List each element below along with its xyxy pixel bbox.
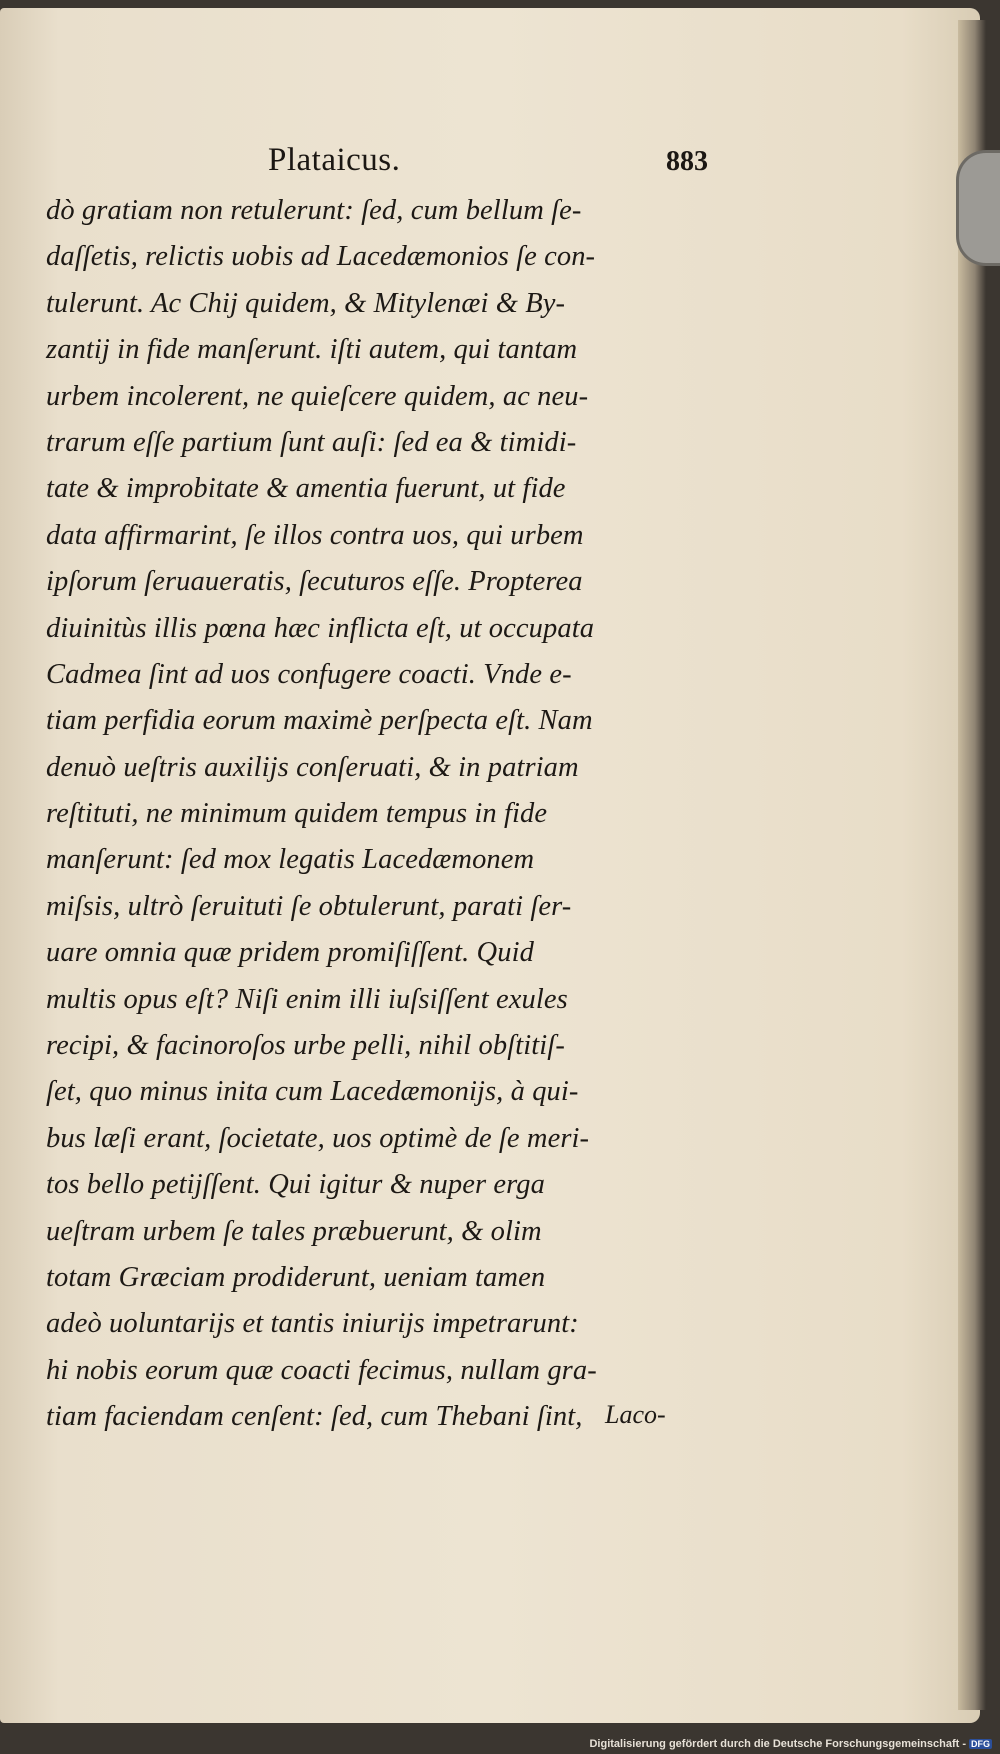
dfg-logo: DFG	[971, 1739, 990, 1749]
text-line: urbem incolerent, ne quieſcere quidem, ac neu-	[46, 380, 589, 412]
text-line: zantij in fide manſerunt. iſti autem, qui tantam	[46, 334, 578, 366]
text-line: multis opus eſt? Niſi enim illi iuſsiſſent exules	[46, 983, 568, 1015]
text-line: tos bello petijſſent. Qui igitur & nuper erga	[46, 1169, 545, 1201]
text-line: recipi, & facinoroſos urbe pelli, nihil obſtitiſ-	[46, 1030, 565, 1062]
text-line: ipſorum ſeruaueratis, ſecuturos eſſe. Propterea	[46, 566, 583, 598]
text-line: tiam perfidia eorum maximè perſpecta eſt. Nam	[46, 705, 593, 737]
text-line: tiam faciendam cenſent: ſed, cum Thebani ſint,	[46, 1401, 583, 1433]
text-line: diuinitùs illis pœna hæc inflicta eſt, ut occupata	[46, 612, 595, 644]
text-line: dò gratiam non retulerunt: ſed, cum bellum ſe-	[46, 195, 582, 226]
text-line: bus læſi erant, ſocietate, uos optimè de ſe meri-	[46, 1122, 590, 1154]
text-line: miſsis, ultrò ſeruituti ſe obtulerunt, parati ſer-	[46, 890, 572, 922]
body-text	[46, 188, 696, 1441]
text-line: manſerunt: ſed mox legatis Lacedæmonem	[46, 844, 535, 876]
text-line: reſtituti, ne minimum quidem tempus in fide	[46, 798, 548, 830]
text-line: denuò ueſtris auxilijs conſeruati, & in patriam	[46, 751, 579, 783]
text-line: ueſtram urbem ſe tales præbuerunt, & olim	[46, 1215, 542, 1247]
text-line: hi nobis eorum quæ coacti fecimus, nullam gra-	[46, 1354, 597, 1386]
text-line: data affirmarint, ſe illos contra uos, qui urbem	[46, 519, 584, 551]
page-header	[268, 142, 708, 192]
text-line: ſet, quo minus inita cum Lacedæmonijs, à qui-	[46, 1076, 579, 1108]
folio-number: 883	[666, 146, 708, 177]
digitization-credit	[589, 1738, 992, 1750]
bookmark-ribbon	[956, 150, 1000, 266]
text-line: adeò uoluntarijs et tantis iniurijs impetrarunt:	[46, 1308, 579, 1340]
text-line: daſſetis, relictis uobis ad Lacedæmonios ſe con-	[46, 241, 596, 273]
text-line: uare omnia quæ pridem promiſiſſent. Quid	[46, 937, 534, 969]
text-line: tulerunt. Ac Chij quidem, & Mitylenæi & By-	[46, 287, 566, 319]
text-line: Cadmea ſint ad uos confugere coacti. Vnde e-	[46, 658, 572, 690]
running-title: Plataicus.	[268, 142, 401, 178]
text-line: tate & improbitate & amentia fuerunt, ut fide	[46, 473, 566, 505]
catchword: Laco-	[605, 1400, 666, 1429]
credit-text: Digitalisierung gefördert durch die Deutsche Forschungsgemeinschaft -	[589, 1738, 966, 1750]
text-line: totam Græciam prodiderunt, ueniam tamen	[46, 1261, 546, 1293]
page-edge	[958, 20, 986, 1710]
text-line: trarum eſſe partium ſunt auſi: ſed ea & timidi-	[46, 426, 577, 458]
